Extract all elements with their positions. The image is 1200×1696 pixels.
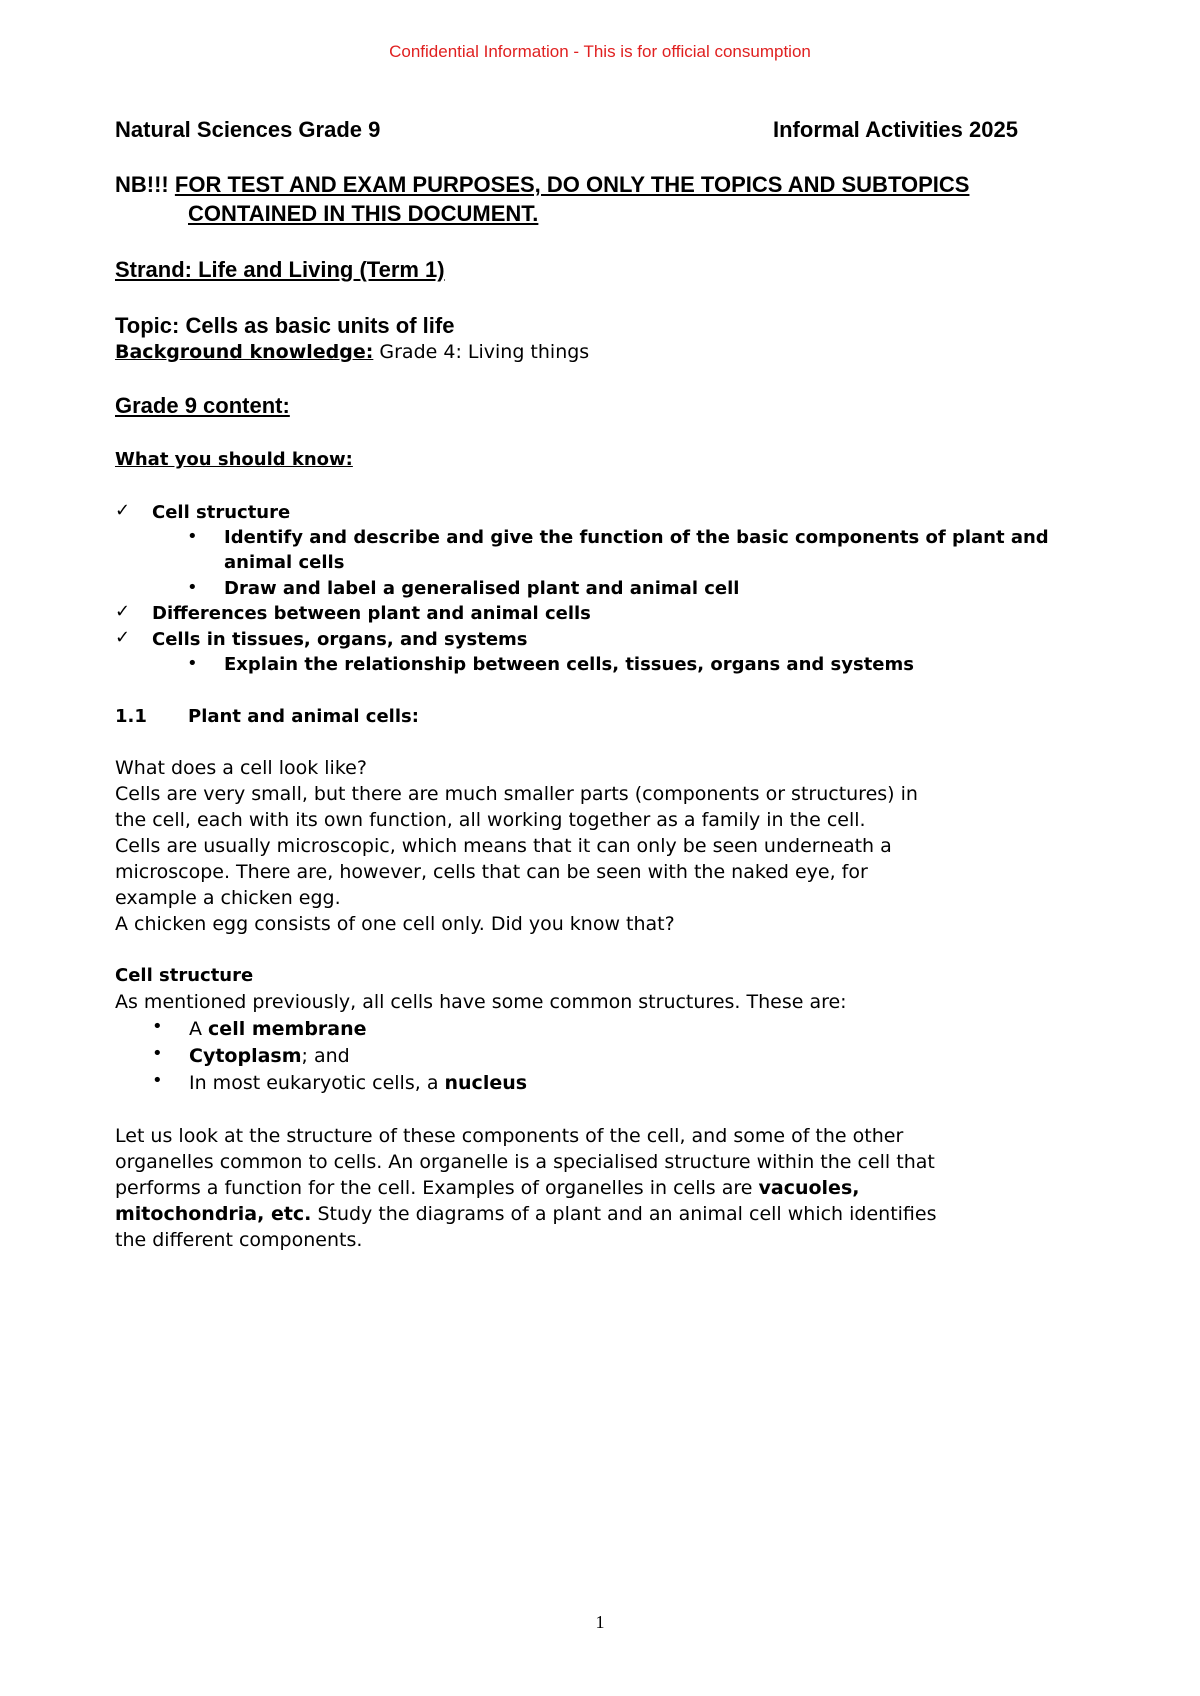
intro-line: A chicken egg consists of one cell only. Did you know that? xyxy=(115,913,675,935)
closing-term: mitochondria, etc. xyxy=(115,1203,312,1225)
nb-line2: CONTAINED IN THIS DOCUMENT. xyxy=(188,201,539,226)
closing-text: Study the diagrams of a plant and an animal cell which identifies xyxy=(311,1203,937,1225)
check-icon: ✓ xyxy=(115,500,131,521)
structure-nucleus xyxy=(189,1070,527,1096)
checklist-item-cell-structure: Cell structure xyxy=(152,502,291,523)
structure-text: In most eukaryotic cells, a xyxy=(189,1072,445,1094)
background-value: Grade 4: Living things xyxy=(373,341,590,363)
cell-structure-heading: Cell structure xyxy=(115,965,254,986)
structure-text: ; and xyxy=(301,1045,350,1067)
closing-line: Let us look at the structure of these components of the cell, and some of the other xyxy=(115,1125,904,1147)
bullet-icon: • xyxy=(152,1043,163,1064)
structure-term: cell membrane xyxy=(208,1018,367,1040)
structure-cytoplasm xyxy=(189,1043,350,1069)
closing-line xyxy=(115,1175,1115,1201)
closing-line xyxy=(115,1201,1115,1227)
background-label: Background knowledge: xyxy=(115,341,374,363)
closing-text: performs a function for the cell. Examples of organelles in cells are xyxy=(115,1177,759,1199)
section-number: 1.1 xyxy=(115,706,147,727)
intro-line: example a chicken egg. xyxy=(115,887,341,909)
header-subject: Natural Sciences Grade 9 xyxy=(115,117,381,142)
checklist-sub-identify: Identify and describe and give the function of the basic components of plant and xyxy=(224,527,1049,548)
nb-notice xyxy=(115,172,969,198)
page-number: 1 xyxy=(595,1612,605,1632)
structure-term: Cytoplasm xyxy=(189,1045,302,1067)
intro-line: microscope. There are, however, cells that can be seen with the naked eye, for xyxy=(115,861,868,883)
section-title: Plant and animal cells: xyxy=(188,706,419,727)
checklist-item-tissues: Cells in tissues, organs, and systems xyxy=(152,629,528,650)
bullet-icon: • xyxy=(152,1016,163,1037)
checklist-item-differences: Differences between plant and animal cells xyxy=(152,603,591,624)
strand-heading: Strand: Life and Living (Term 1) xyxy=(115,257,445,282)
topic-heading: Topic: Cells as basic units of life xyxy=(115,313,455,338)
intro-paragraph xyxy=(115,755,1115,937)
checklist-sub-explain: Explain the relationship between cells, tissues, organs and systems xyxy=(224,654,914,675)
nb-line1: FOR TEST AND EXAM PURPOSES, DO ONLY THE TOPICS AND SUBTOPICS xyxy=(174,172,970,197)
intro-line: the cell, each with its own function, all working together as a family in the cell. xyxy=(115,809,866,831)
bullet-icon: • xyxy=(187,577,198,598)
header-activities: Informal Activities 2025 xyxy=(773,117,1018,142)
confidential-banner: Confidential Information - This is for official consumption xyxy=(389,42,811,61)
structure-term: nucleus xyxy=(444,1072,528,1094)
bullet-icon: • xyxy=(187,653,198,674)
intro-line: Cells are very small, but there are much smaller parts (components or structures) in xyxy=(115,783,918,805)
grade-content-heading: Grade 9 content: xyxy=(115,393,290,418)
structure-text: A xyxy=(189,1018,209,1040)
nb-prefix: NB!!! xyxy=(115,172,169,197)
cell-structure-intro: As mentioned previously, all cells have some common structures. These are: xyxy=(115,991,847,1013)
intro-line: Cells are usually microscopic, which means that it can only be seen underneath a xyxy=(115,835,892,857)
background-knowledge xyxy=(115,339,589,365)
closing-term: vacuoles, xyxy=(758,1177,860,1199)
checklist-sub-identify-cont: animal cells xyxy=(224,552,345,573)
closing-paragraph xyxy=(115,1123,1115,1253)
closing-line: organelles common to cells. An organelle is a specialised structure within the cell that xyxy=(115,1151,935,1173)
bullet-icon: • xyxy=(152,1070,163,1091)
check-icon: ✓ xyxy=(115,627,131,648)
bullet-icon: • xyxy=(187,526,198,547)
structure-cell-membrane xyxy=(189,1016,367,1042)
check-icon: ✓ xyxy=(115,601,131,622)
checklist-sub-draw: Draw and label a generalised plant and animal cell xyxy=(224,578,740,599)
intro-line: What does a cell look like? xyxy=(115,757,367,779)
what-you-should-know: What you should know: xyxy=(115,449,353,470)
closing-line: the different components. xyxy=(115,1229,363,1251)
